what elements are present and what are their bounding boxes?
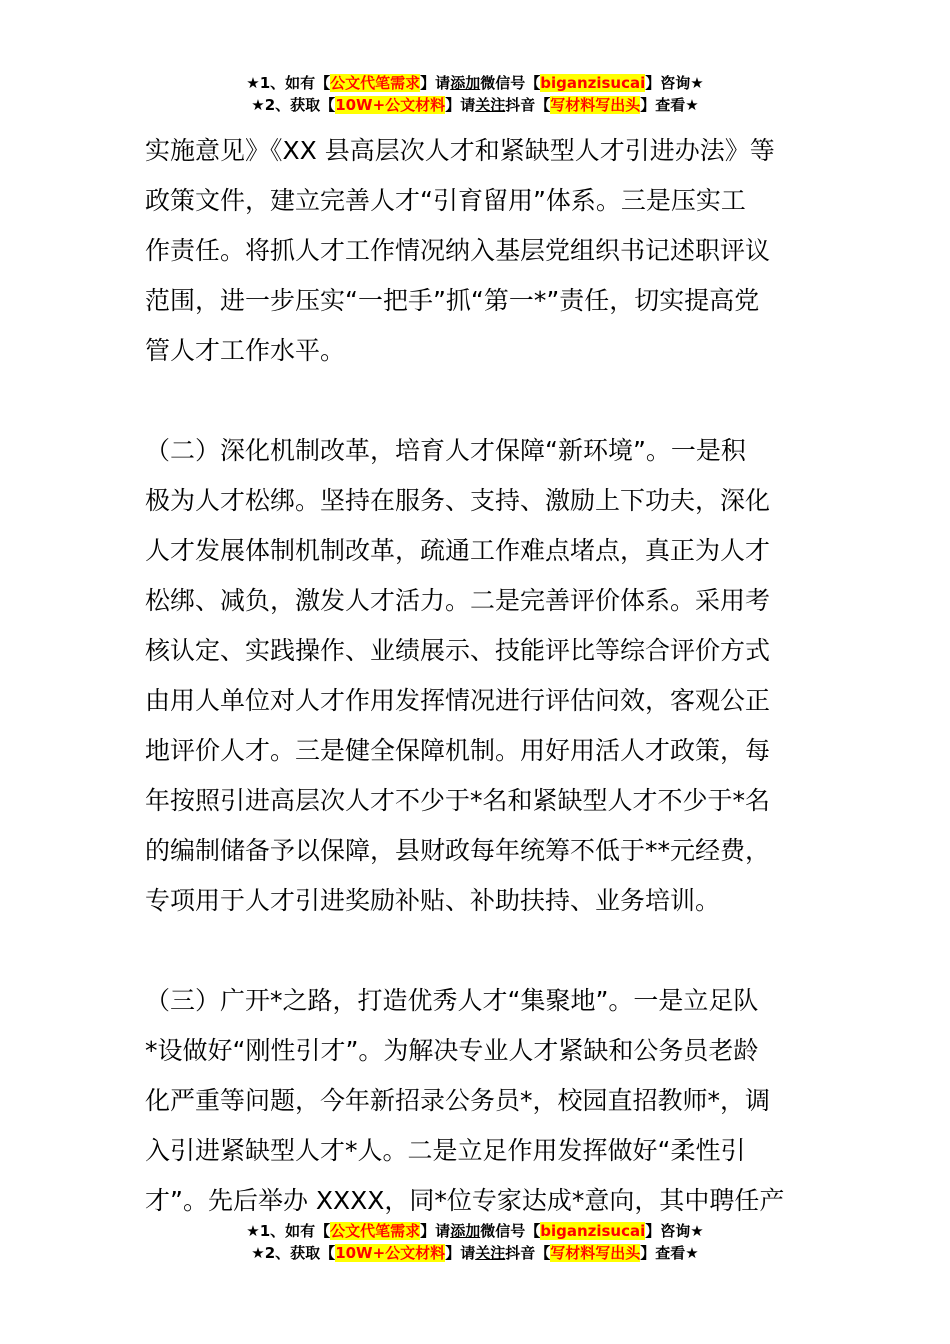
underlined-text: 关注 [475,1244,506,1262]
underlined-text: 添加 [450,74,481,92]
banner-line-1: ★1、如有【公文代笔需求】请添加微信号【biganzisucai】咨询★ [246,74,704,92]
highlight-text: biganzisucai [540,1222,646,1240]
document-body [145,126,810,1226]
text-line: 专项用于人才引进奖励补贴、补助扶持、业务培训。 [145,886,721,915]
banner-line-2: ★2、获取【10W+公文材料】请关注抖音【写材料写出头】查看★ [251,1244,699,1262]
highlight-text: 写材料写出头 [550,96,641,114]
highlight-text: 10W+公文材料 [335,1244,446,1262]
text-line: 人才发展体制机制改革，疏通工作难点堵点，真正为人才 [145,536,771,565]
text-line: 松绑、减负，激发人才活力。二是完善评价体系。采用考 [145,586,771,615]
highlight-text: 公文代笔需求 [330,1222,421,1240]
paragraph-1 [145,126,810,376]
text-line: 地评价人才。三是健全保障机制。用好用活人才政策，每 [145,736,771,765]
text-line: 年按照引进高层次人才不少于*名和紧缺型人才不少于*名 [145,786,771,815]
highlight-text: 写材料写出头 [550,1244,641,1262]
highlight-text: 10W+公文材料 [335,96,446,114]
paragraph-3 [145,976,810,1226]
text-line: 入引进紧缺型人才*人。二是立足作用发挥做好“柔性引 [145,1136,746,1165]
underlined-text: 关注 [475,96,506,114]
header-banner [0,72,950,116]
highlight-text: 公文代笔需求 [330,74,421,92]
paragraph-gap [145,926,810,976]
paragraph-gap [145,376,810,426]
text-line: 作责任。将抓人才工作情况纳入基层党组织书记述职评议 [145,236,771,265]
highlight-text: biganzisucai [540,74,646,92]
text-line: 才”。先后举办 XXXX，同*位专家达成*意向，其中聘任产 [145,1186,785,1215]
text-line: 实施意见》《XX 县高层次人才和紧缺型人才引进办法》等 [145,136,775,165]
text-line: *设做好“刚性引才”。为解决专业人才紧缺和公务员老龄 [145,1036,759,1065]
footer-banner [0,1220,950,1264]
text-line: 核认定、实践操作、业绩展示、技能评比等综合评价方式 [145,636,771,665]
text-line: 管人才工作水平。 [145,336,346,365]
text-line: 范围，进一步压实“一把手”抓“第一*”责任，切实提高党 [145,286,760,315]
text-line: 极为人才松绑。坚持在服务、支持、激励上下功夫，深化 [145,486,771,515]
text-line: （二）深化机制改革，培育人才保障“新环境”。一是积 [145,436,746,465]
text-line: 由用人单位对人才作用发挥情况进行评估问效，客观公正 [145,686,771,715]
paragraph-2 [145,426,810,926]
banner-line-2: ★2、获取【10W+公文材料】请关注抖音【写材料写出头】查看★ [251,96,699,114]
text-line: 政策文件，建立完善人才“引育留用”体系。三是压实工 [145,186,746,215]
underlined-text: 添加 [450,1222,481,1240]
text-line: （三）广开*之路，打造优秀人才“集聚地”。一是立足队 [145,986,759,1015]
text-line: 的编制储备予以保障，县财政每年统筹不低于**元经费， [145,836,771,865]
banner-line-1: ★1、如有【公文代笔需求】请添加微信号【biganzisucai】咨询★ [246,1222,704,1240]
text-line: 化严重等问题，今年新招录公务员*，校园直招教师*，调 [145,1086,771,1115]
